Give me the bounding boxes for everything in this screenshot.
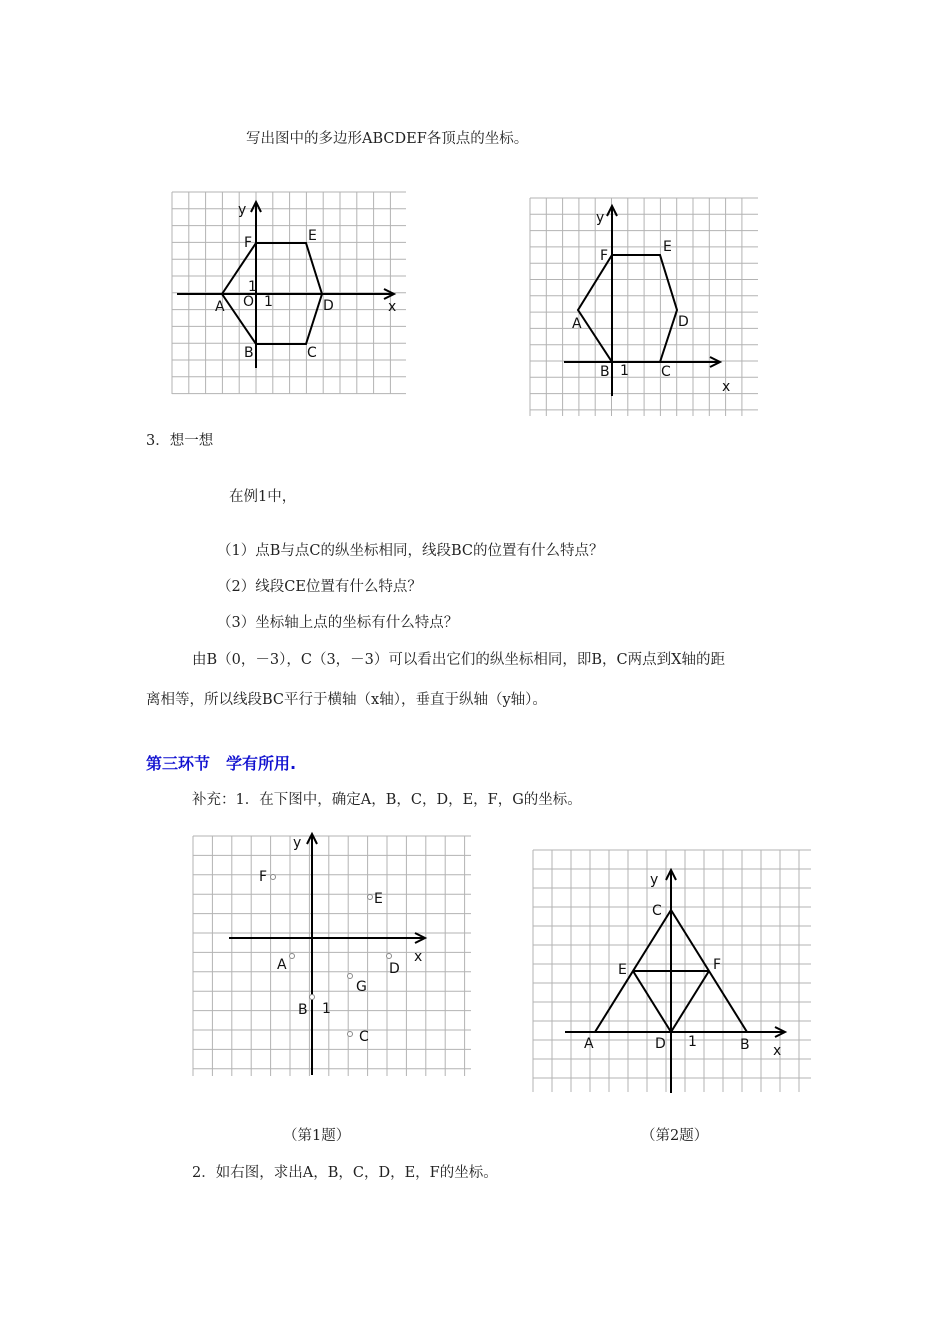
label-x: x <box>388 299 397 315</box>
label-one: 1 <box>688 1034 697 1050</box>
caption-2: （第2题） <box>641 1128 709 1144</box>
label-A: A <box>215 299 225 315</box>
triangle-graph <box>533 850 815 1095</box>
intro-text: 写出图中的多边形ABCDEF各顶点的坐标。 <box>246 131 529 147</box>
grid <box>193 836 471 1076</box>
label-C: C <box>652 903 662 919</box>
problem-2: 2．如右图，求出A，B，C，D，E，F的坐标。 <box>192 1165 498 1181</box>
label-F: F <box>713 957 722 973</box>
label-E: E <box>374 891 383 907</box>
label-B: B <box>600 364 610 380</box>
label-E: E <box>308 228 317 244</box>
label-D: D <box>323 298 334 314</box>
answer-line-2: 离相等，所以线段BC平行于横轴（x轴），垂直于纵轴（y轴）。 <box>146 692 547 708</box>
label-D: D <box>678 314 689 330</box>
label-y: y <box>293 835 302 851</box>
label-A: A <box>277 957 287 973</box>
label-D: D <box>655 1036 666 1052</box>
label-E: E <box>663 239 672 255</box>
label-y: y <box>238 202 247 218</box>
label-F: F <box>244 235 253 251</box>
label-B: B <box>740 1037 750 1053</box>
label-A: A <box>572 316 582 332</box>
label-F: F <box>600 248 609 264</box>
label-B: B <box>298 1002 308 1018</box>
label-G: G <box>356 979 367 995</box>
label-C: C <box>661 364 671 380</box>
hexagon-graph-1 <box>172 190 412 400</box>
label-C: C <box>307 345 317 361</box>
label-one: 1 <box>322 1001 331 1017</box>
label-one-y: 1 <box>248 279 257 295</box>
label-C: C <box>359 1029 369 1045</box>
label-y: y <box>596 210 605 226</box>
question-2: （2）线段CE位置有什么特点？ <box>217 579 422 595</box>
label-one: 1 <box>620 363 629 379</box>
label-x: x <box>414 949 423 965</box>
caption-1: （第1题） <box>283 1128 351 1144</box>
answer-line-1: 由B（0，－3），C（3，－3）可以看出它们的纵坐标相同，即B，C两点到X轴的距 <box>192 652 725 668</box>
supplement-text: 补充：1．在下图中，确定A，B，C，D，E，F，G的坐标。 <box>192 792 582 808</box>
label-D: D <box>389 961 400 977</box>
section-3-title: 3．想一想 <box>146 433 214 449</box>
label-x: x <box>722 379 731 395</box>
points-graph-1 <box>193 830 475 1078</box>
question-1: （1）点B与点C的纵坐标相同，线段BC的位置有什么特点？ <box>217 543 604 559</box>
label-one-x: 1 <box>264 294 273 310</box>
label-A: A <box>584 1036 594 1052</box>
label-O: O <box>243 294 255 310</box>
label-B: B <box>244 345 254 361</box>
label-y: y <box>650 872 659 888</box>
question-3: （3）坐标轴上点的坐标有什么特点？ <box>217 615 459 631</box>
hexagon-graph-2 <box>530 198 762 418</box>
example-intro: 在例1中， <box>229 489 297 505</box>
section-heading: 第三环节 学有所用. <box>146 754 297 773</box>
label-F: F <box>259 869 268 885</box>
label-E: E <box>618 962 627 978</box>
label-x: x <box>773 1043 782 1059</box>
